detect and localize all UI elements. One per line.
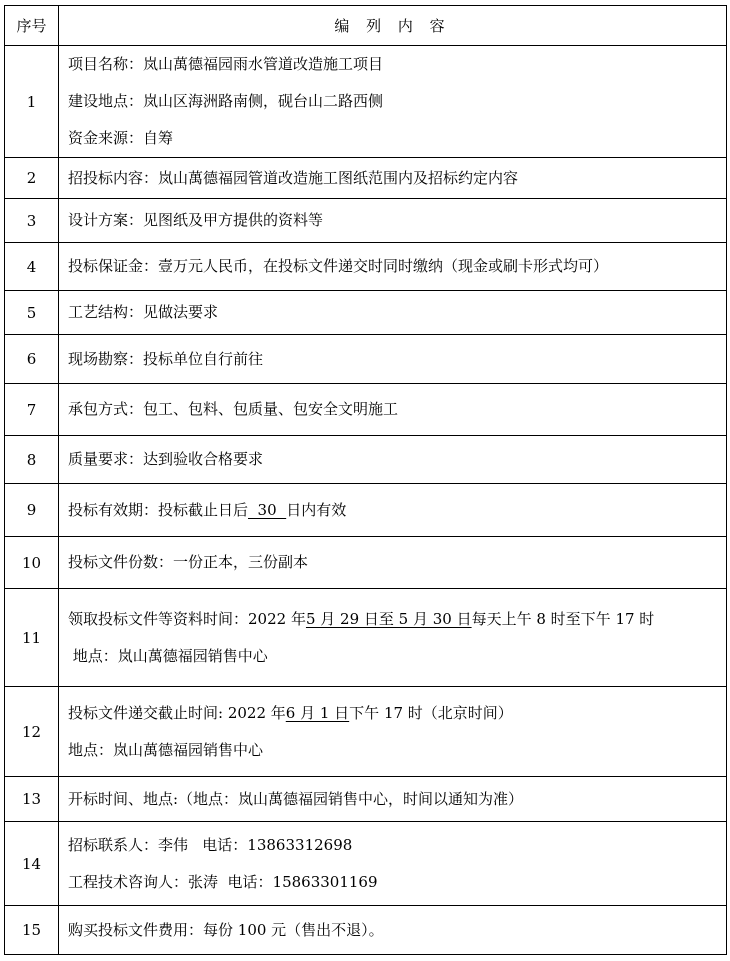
row-content <box>59 335 727 384</box>
table-row <box>5 335 727 384</box>
table-row <box>5 687 727 777</box>
project-name: 项目名称：岚山萬德福园雨水管道改造施工项目 <box>68 55 384 73</box>
row-content <box>59 158 727 199</box>
construction-site: 建设地点：岚山区海洲路南侧，砚台山二路西侧 <box>68 92 384 110</box>
process-structure: 工艺结构：见做法要求 <box>68 303 219 321</box>
table-row <box>5 436 727 484</box>
row-content <box>59 199 727 243</box>
table-row <box>5 46 727 158</box>
table-row <box>5 243 727 291</box>
table-row <box>5 822 727 906</box>
row-content <box>59 822 727 906</box>
table-row <box>5 906 727 955</box>
row-index: 6 <box>5 335 59 384</box>
row-index: 4 <box>5 243 59 291</box>
table-row <box>5 199 727 243</box>
table-row <box>5 384 727 436</box>
row-content <box>59 484 727 537</box>
row-content <box>59 384 727 436</box>
row-content <box>59 589 727 687</box>
submission-deadline: 投标文件递交截止时间: 2022 年6 月 1 日下午 17 时（北京时间） <box>68 703 513 722</box>
submission-place: 地点：岚山萬德福园销售中心 <box>68 740 264 759</box>
opening-time-place: 开标时间、地点:（地点：岚山萬德福园销售中心，时间以通知为准） <box>68 789 524 808</box>
row-content <box>59 777 727 822</box>
row-index: 3 <box>5 199 59 243</box>
table-row <box>5 537 727 589</box>
table-row <box>5 484 727 537</box>
document-collection-place: 地点：岚山萬德福园销售中心 <box>68 646 268 665</box>
table-header-row <box>5 6 727 46</box>
tender-contact: 招标联系人：李伟 电话：13863312698 <box>68 835 353 854</box>
table-row <box>5 777 727 822</box>
row-content <box>59 436 727 484</box>
bid-bond: 投标保证金：壹万元人民币，在投标文件递交时同时缴纳（现金或刷卡形式均可） <box>68 257 609 275</box>
document-fee: 购买投标文件费用：每份 100 元（售出不退）。 <box>68 920 384 939</box>
table-row <box>5 589 727 687</box>
row-index: 8 <box>5 436 59 484</box>
row-index: 5 <box>5 291 59 335</box>
row-content <box>59 906 727 955</box>
row-content <box>59 243 727 291</box>
row-index: 2 <box>5 158 59 199</box>
row-index: 12 <box>5 687 59 777</box>
row-content <box>59 46 727 158</box>
row-index: 1 <box>5 46 59 158</box>
table-row <box>5 158 727 199</box>
bid-scope: 招投标内容：岚山萬德福园管道改造施工图纸范围内及招标约定内容 <box>68 168 519 187</box>
row-index: 14 <box>5 822 59 906</box>
row-index: 11 <box>5 589 59 687</box>
quality-requirement: 质量要求：达到验收合格要求 <box>68 450 264 468</box>
bid-info-table <box>4 5 727 955</box>
funding-source: 资金来源：自筹 <box>68 129 174 147</box>
design-plan: 设计方案：见图纸及甲方提供的资料等 <box>68 211 324 229</box>
row-content <box>59 537 727 589</box>
header-content: 编 列 内 容 <box>59 6 727 46</box>
table-row <box>5 291 727 335</box>
row-content <box>59 291 727 335</box>
row-index: 7 <box>5 384 59 436</box>
contract-method: 承包方式：包工、包料、包质量、包安全文明施工 <box>68 400 399 418</box>
bid-copies: 投标文件份数：一份正本，三份副本 <box>68 553 309 571</box>
row-index: 10 <box>5 537 59 589</box>
header-index: 序号 <box>5 6 59 46</box>
row-index: 13 <box>5 777 59 822</box>
row-index: 15 <box>5 906 59 955</box>
site-survey: 现场勘察：投标单位自行前往 <box>68 349 264 368</box>
row-index: 9 <box>5 484 59 537</box>
row-content <box>59 687 727 777</box>
technical-contact: 工程技术咨询人：张涛 电话：15863301169 <box>68 872 378 891</box>
document-collection-time: 领取投标文件等资料时间：2022 年5 月 29 日至 5 月 30 日每天上午 8 时至下午 17 时 <box>68 609 655 628</box>
bid-validity: 投标有效期：投标截止日后 30 日内有效 <box>68 500 347 519</box>
